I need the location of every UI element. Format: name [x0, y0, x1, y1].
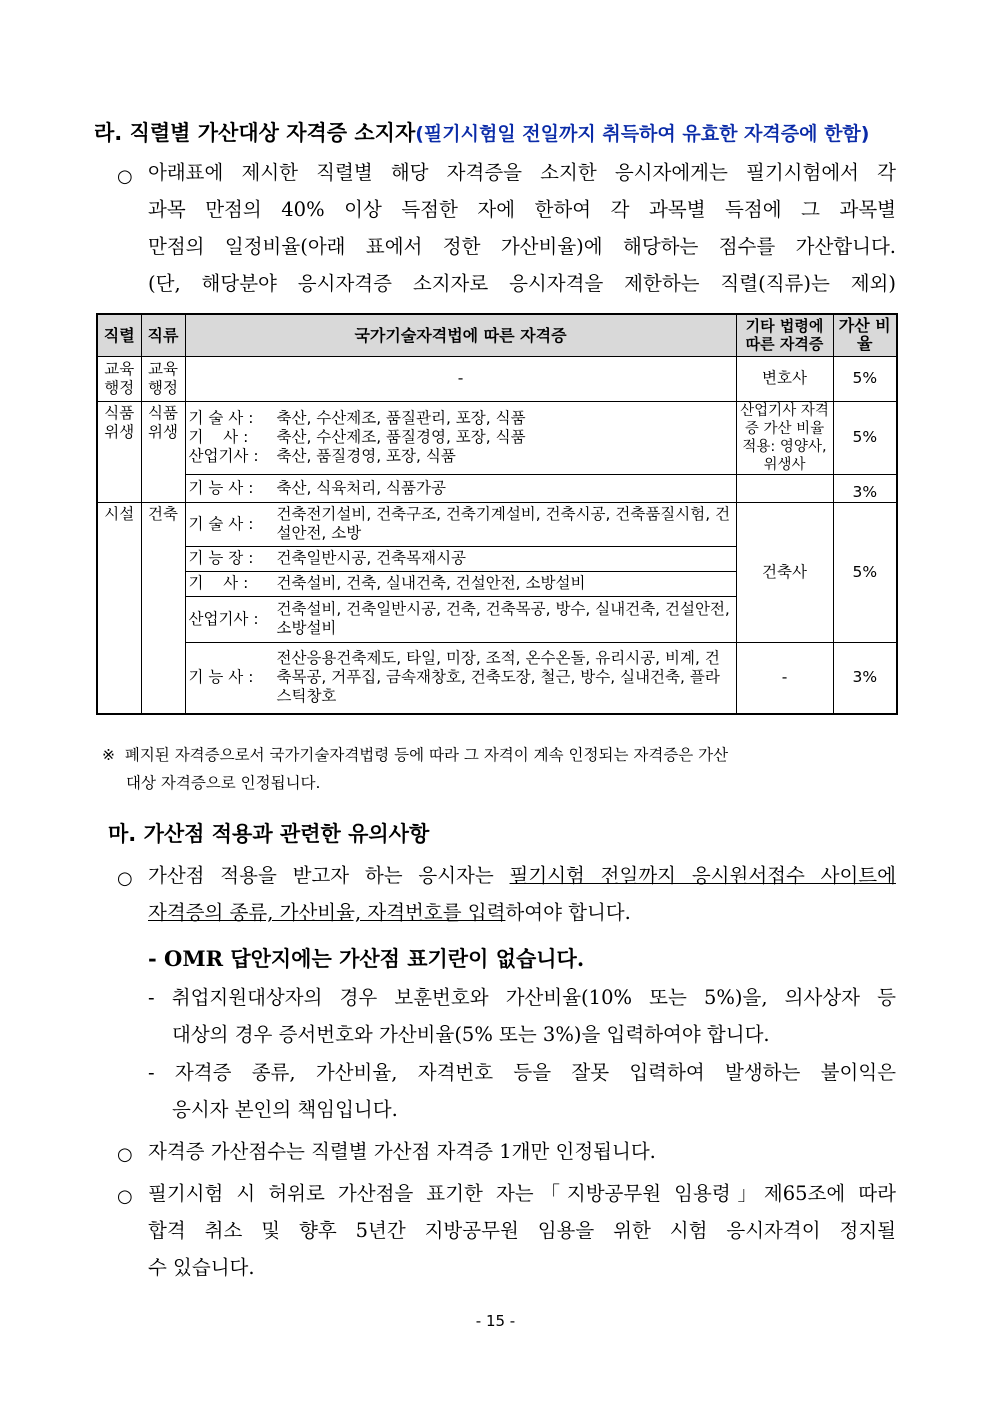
para-line: 응시자 본인의 책임입니다. — [172, 1098, 398, 1121]
cell-cert — [185, 502, 736, 546]
cert-label: 기 사 : — [188, 428, 249, 446]
cert-label: 기 사 : — [188, 574, 249, 592]
para-text: 가산점 적용을 받고자 하는 응시자는 — [148, 864, 510, 887]
note-mark: ※ — [102, 746, 115, 764]
cert-text: 건축전기설비, 건축구조, 건축기계설비, 건축시공, 건축품질시험, 건설안전, 소방 — [276, 505, 731, 542]
dash-item-1 — [148, 979, 896, 1053]
para-line: - 취업지원대상자의 경우 보훈번호와 가산비율(10% 또는 5%)을, 의사상자 등 — [148, 986, 896, 1009]
para-line: 대상의 경우 증서번호와 가산비율(5% 또는 3%)을 입력하여야 합니다. — [172, 1023, 770, 1046]
para-line: 만점의 일정비율(아래 표에서 정한 가산비율)에 해당하는 점수를 가산합니다. — [148, 235, 896, 258]
para-underlined: 자격증의 종류, 가산비율, 자격번호를 입력 — [148, 901, 506, 924]
table-row — [97, 474, 897, 502]
cell-class: 식품 위생 — [141, 401, 185, 502]
para-line: (단, 해당분야 응시자격증 소지자로 응시자격을 제한하는 직렬(직류)는 제외) — [148, 272, 896, 295]
cell-cert — [185, 642, 736, 714]
table-row — [97, 502, 897, 546]
cert-label: 기 술 사 : — [188, 409, 254, 427]
cell-other: 산업기사 자격증 가산 비율적용: 영양사, 위생사 — [736, 401, 833, 474]
cell-rate: 5% — [833, 401, 897, 474]
note-line: 폐지된 자격증으로서 국가기술자격법령 등에 따라 그 자격이 계속 인정되는 자격증은 가산 — [124, 746, 729, 764]
para-line: 아래표에 제시한 직렬별 해당 자격증을 소지한 응시자에게는 필기시험에서 각 — [148, 161, 896, 184]
cert-text: 축산, 품질경영, 포장, 식품 — [276, 447, 456, 465]
table-header-row — [97, 314, 897, 356]
header-class: 직류 — [141, 314, 185, 356]
section-ra-title-note: (필기시험일 전일까지 취득하여 유효한 자격증에 한함) — [415, 123, 870, 145]
bullet: ○ — [117, 166, 133, 187]
cell-cert — [185, 474, 736, 502]
table-row — [97, 356, 897, 401]
para-text: 하여야 합니다. — [505, 901, 631, 924]
cell-cert — [185, 401, 736, 474]
bullet: ○ — [117, 1186, 133, 1207]
cell-other: - — [736, 642, 833, 714]
cert-label: 기 능 사 : — [188, 478, 254, 497]
cert-text: 전산응용건축제도, 타일, 미장, 조적, 온수온돌, 유리시공, 비계, 건축목공, 거푸집, 금속재창호, 건축도장, 철근, 방수, 실내건축, 플라스틱창호 — [276, 649, 720, 706]
header-other: 기타 법령에 따른 자격증 — [736, 314, 833, 356]
omr-notice: - OMR 답안지에는 가산점 표기란이 없습니다. — [148, 946, 585, 971]
section-ma-heading: 마. 가산점 적용과 관련한 유의사항 — [108, 822, 430, 846]
page-number: - 15 - — [475, 1312, 516, 1330]
cell-other: 건축사 — [736, 502, 833, 642]
note-line: 대상 자격증으로 인정됩니다. — [126, 774, 321, 792]
cert-text: 건축설비, 건축, 실내건축, 건설안전, 소방설비 — [276, 574, 586, 592]
header-series: 직렬 — [97, 314, 141, 356]
ma-paragraph-3 — [148, 1175, 896, 1286]
cell-other: 변호사 — [736, 356, 833, 401]
cert-label: 산업기사 : — [188, 609, 259, 628]
cert-label: 기 능 사 : — [188, 668, 254, 687]
bullet: ○ — [117, 1144, 133, 1165]
para-line: - 자격증 종류, 가산비율, 자격번호 등을 잘못 입력하여 발생하는 불이익은 — [148, 1061, 896, 1084]
para-line: 합격 취소 및 향후 5년간 지방공무원 임용을 위한 시험 응시자격이 정지될 — [148, 1219, 896, 1242]
cell-cert — [185, 546, 736, 571]
cert-text: 축산, 수산제조, 품질관리, 포장, 식품 — [276, 409, 526, 427]
cell-rate: 5% — [833, 356, 897, 401]
cell-cert — [185, 596, 736, 642]
table-row — [97, 642, 897, 714]
bullet: ○ — [117, 868, 133, 889]
para-line: 과목 만점의 40% 이상 득점한 자에 한하여 각 과목별 득점에 그 과목별 — [148, 198, 896, 221]
cert-text: 축산, 식육처리, 식품가공 — [276, 478, 446, 497]
table-row — [97, 401, 897, 474]
cert-label: 기 능 장 : — [188, 549, 254, 567]
cert-label: 산업기사 : — [188, 447, 259, 465]
section-ra-heading — [94, 117, 869, 147]
header-cert: 국가기술자격법에 따른 자격증 — [185, 314, 736, 356]
cell-rate: 3% — [833, 474, 897, 502]
cell-class: 교육 행정 — [141, 356, 185, 401]
ma-paragraph-2: 자격증 가산점수는 직렬별 가산점 자격증 1개만 인정됩니다. — [148, 1140, 656, 1163]
para-underlined: 필기시험 전일까지 응시원서접수 사이트에 — [509, 864, 896, 887]
cell-cert — [185, 571, 736, 596]
bonus-cert-table — [96, 313, 898, 715]
cell-series: 시설 — [97, 502, 141, 714]
cert-text: 건축일반시공, 건축목재시공 — [276, 549, 467, 567]
section-ra-title: 라. 직렬별 가산대상 자격증 소지자 — [94, 121, 416, 145]
header-rate: 가산 비율 — [833, 314, 897, 356]
cell-series: 식품 위생 — [97, 401, 141, 502]
cell-rate: 5% — [833, 502, 897, 642]
cell-cert: - — [185, 356, 736, 401]
para-line: 수 있습니다. — [148, 1256, 255, 1279]
para-line: 필기시험 시 허위로 가산점을 표기한 자는「지방공무원 임용령」제65조에 따라 — [148, 1182, 896, 1205]
cell-class: 건축 — [141, 502, 185, 714]
cell-rate: 3% — [833, 642, 897, 714]
cell-series: 교육 행정 — [97, 356, 141, 401]
cert-text: 축산, 수산제조, 품질경영, 포장, 식품 — [276, 428, 526, 446]
ma-paragraph-1 — [148, 857, 896, 931]
dash-item-2 — [148, 1054, 896, 1128]
cert-label: 기 술 사 : — [188, 514, 254, 533]
footnote — [102, 741, 896, 797]
cert-text: 건축설비, 건축일반시공, 건축, 건축목공, 방수, 실내건축, 건설안전, 소방설비 — [276, 600, 730, 637]
cell-other-empty — [736, 474, 833, 502]
